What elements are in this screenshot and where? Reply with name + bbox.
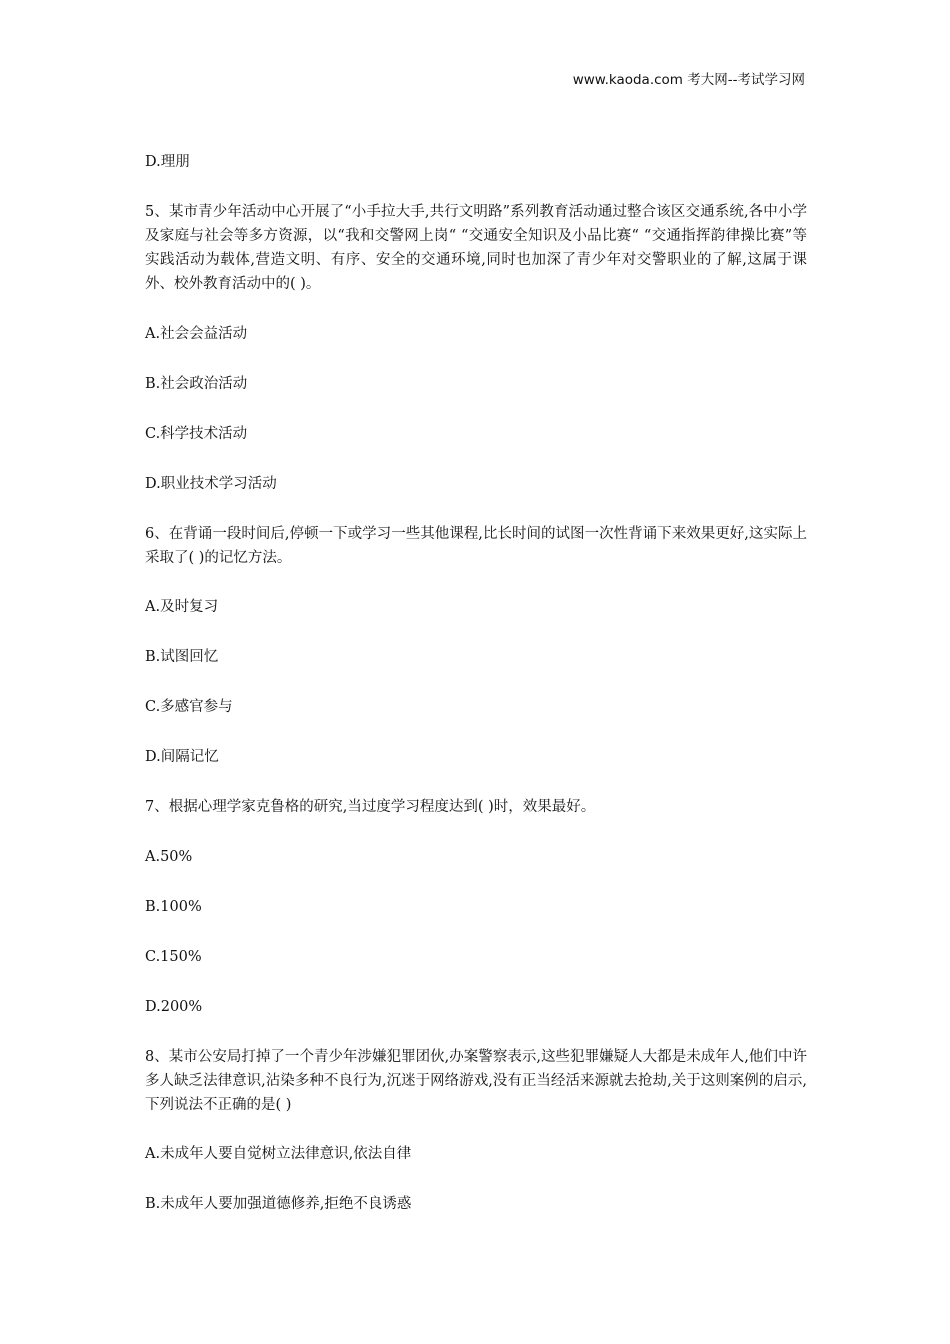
option-5-prev-d: D.理朋	[145, 154, 190, 170]
option-6-b: B.试图回忆	[145, 649, 219, 665]
option-8-b: B.未成年人要加强道德修养,拒绝不良诱惑	[145, 1196, 412, 1212]
question-7: 7、根据心理学家克鲁格的研究,当过度学习程度达到( )时，效果最好。	[145, 799, 596, 815]
option-7-a: A.50%	[145, 848, 193, 865]
option-8-a: A.未成年人要自觉树立法律意识,依法自律	[145, 1146, 412, 1162]
option-7-b: B.100%	[145, 898, 202, 915]
option-6-d: D.间隔记忆	[145, 749, 219, 765]
document-body	[145, 150, 807, 1217]
option-6-a: A.及时复习	[145, 599, 219, 615]
option-7-c: C.150%	[145, 948, 202, 965]
option-7-d: D.200%	[145, 998, 203, 1015]
question-8: 8、某市公安局打掉了一个青少年涉嫌犯罪团伙,办案警察表示,这些犯罪嫌疑人大都是未成年人,他们中许多人缺乏法律意识,沾染多种不良行为,沉迷于网络游戏,没有正当经活来源就去抢劫,关于这则案例的启示,下列说法不正确的是( )	[145, 1048, 807, 1113]
option-5-c: C.科学技术活动	[145, 425, 248, 442]
question-5: 5、某市青少年活动中心开展了“小手拉大手,共行文明路”系列教育活动通过整合该区交通系统,各中小学及家庭与社会等多方资源，以“我和交警网上岗“ “交通安全知识及小品比赛“ “交通指挥韵律操比赛”等实践活动为载体,营造文明、有序、安全的交通环境,同时也加深了青少年对交警职业的了解,这属于课外、校外教育活动中的( )。	[145, 204, 807, 292]
site-header: www.kaoda.com 考大网--考试学习网	[572, 72, 805, 88]
option-5-d: D.职业技术学习活动	[145, 475, 277, 492]
option-5-b: B.社会政治活动	[145, 375, 248, 392]
option-6-c: C.多感官参与	[145, 699, 233, 715]
question-6: 6、在背诵一段时间后,停顿一下或学习一些其他课程,比长时间的试图一次性背诵下来效果更好,这实际上采取了( )的记忆方法。	[145, 525, 807, 566]
option-5-a: A.社会会益活动	[145, 325, 248, 342]
